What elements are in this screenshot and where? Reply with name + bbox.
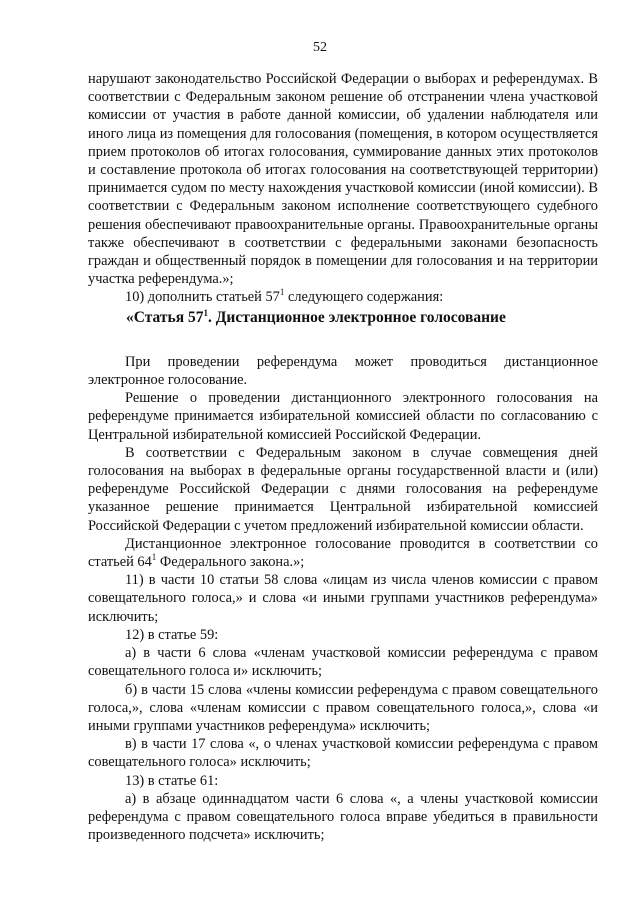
article-heading-text: «Статья 57 bbox=[126, 308, 204, 326]
article-heading-superscript: 1 bbox=[203, 307, 208, 318]
paragraph-continuation: нарушают законодательство Российской Федерации о выборах и референдумах. В соответствии с Федеральным законом решение об отстранении члена участковой комиссии от участия в работе данной комиссии, об удалении наблюдателя или иного лица из помещения для голосования (помещения, в котором осуществляется прием протоколов об итогах голосования, суммирование данных этих протоколов и составление протокола об итогах голосования на соответствующей территории) принимается судом по месту нахождения участковой комиссии (иной комиссии). В соответствии с Федеральным законом исполнение соответствующего судебного решения обеспечивают правоохранительные органы. Правоохранительные органы также обеспечивают в соответствии с федеральными законами безопасность граждан и общественный порядок в помещении для голосования и на территории участка референдума.»; bbox=[88, 71, 598, 288]
remote-voting-4-superscript: 1 bbox=[151, 552, 157, 563]
paragraph-remote-voting-2: Решение о проведении дистанционного электронного голосования на референдуме принимается избирательной комиссией области по согласованию с Центральной избирательной комиссией Российской Федерации. bbox=[88, 390, 598, 443]
paragraph-amendment-12c: в) в части 17 слова «, о членах участковой комиссии референдума с правом совещательного голоса» исключить; bbox=[88, 736, 598, 771]
amendment-10-text: 10) дополнить статьей 57 bbox=[125, 289, 280, 306]
paragraph-amendment-11: 11) в части 10 статьи 58 слова «лицам из числа членов комиссии с правом совещательного голоса,» и слова «и иными группами участников референдума» исключить; bbox=[88, 572, 598, 625]
paragraph-remote-voting-1: При проведении референдума может проводиться дистанционное электронное голосование. bbox=[88, 353, 598, 389]
document-body bbox=[88, 70, 598, 844]
amendment-10-superscript: 1 bbox=[279, 287, 285, 298]
article-heading bbox=[88, 309, 598, 327]
paragraph-amendment-13: 13) в статье 61: bbox=[125, 772, 219, 789]
remote-voting-4-text-end: Федерального закона.»; bbox=[156, 554, 305, 571]
paragraph-amendment-12b: б) в части 15 слова «члены комиссии референдума с правом совещательного голоса,», слова «членам комиссии с правом совещательного голоса,», слова «и иными группами участников референдума» исключить; bbox=[88, 681, 598, 734]
paragraph-amendment-10 bbox=[88, 288, 598, 306]
paragraph-remote-voting-3: В соответствии с Федеральным законом в случае совмещения дней голосования на выборах в федеральные органы государственной власти и (или) референдуме Российской Федерации с днями голосования на референдуме указанное решение принимается Центральной избирательной комиссией Российской Федерации с учетом предложений избирательной комиссии области. bbox=[88, 444, 598, 534]
amendment-10-text-end: следующего содержания: bbox=[284, 289, 444, 306]
paragraph-remote-voting-4 bbox=[88, 535, 598, 571]
paragraph-amendment-12a: а) в части 6 слова «членам участковой комиссии референдума с правом совещательного голоса и» исключить; bbox=[88, 645, 598, 680]
remote-voting-4-text: Дистанционное электронное голосование проводится в соответствии со статьей 64 bbox=[88, 535, 598, 571]
page-number: 52 bbox=[313, 40, 327, 55]
paragraph-amendment-12: 12) в статье 59: bbox=[125, 626, 219, 643]
article-heading-title: . Дистанционное электронное голосование bbox=[207, 308, 506, 326]
paragraph-amendment-13a: а) в абзаце одиннадцатом части 6 слова «, а члены участковой комиссии референдума с правом совещательного голоса вправе убедиться в правильности произведенного подсчета» исключить; bbox=[88, 790, 598, 844]
